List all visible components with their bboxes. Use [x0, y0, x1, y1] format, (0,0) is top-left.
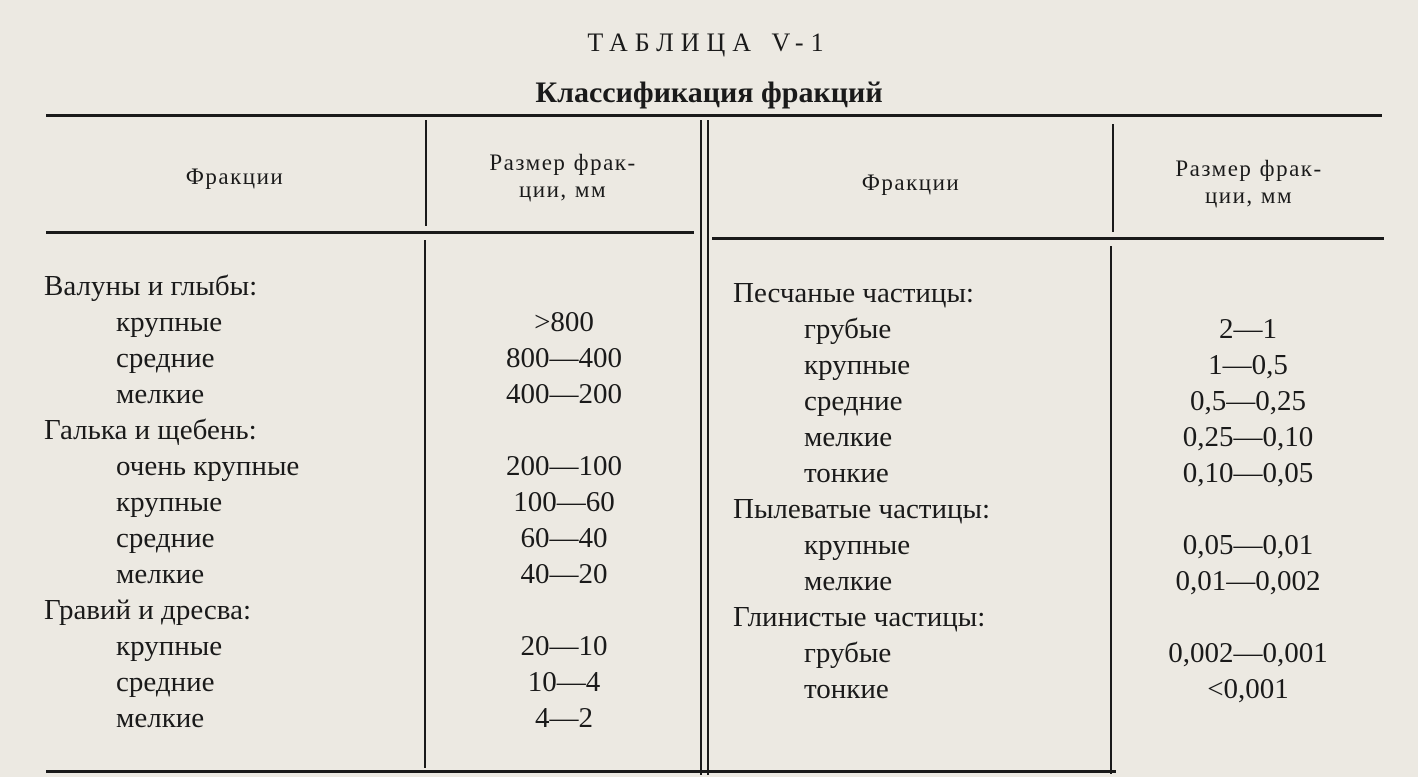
table-title: Классификация фракций	[535, 76, 883, 109]
header-size-left-line2: ции, мм	[518, 177, 608, 202]
right-row-0-name: Песчаные частицы:	[733, 277, 974, 309]
right-row-7-value: 0,05—0,01	[1182, 529, 1314, 561]
left-row-10-value: 20—10	[520, 630, 608, 662]
left-row-7-name: средние	[116, 522, 215, 554]
column-divider-left	[425, 120, 427, 226]
right-row-5-value: 0,10—0,05	[1182, 457, 1314, 489]
left-row-3-value: 400—200	[506, 378, 622, 410]
right-row-1-name: грубые	[804, 313, 892, 345]
left-row-12-name: мелкие	[116, 702, 205, 734]
left-row-9-name: Гравий и дресва:	[44, 594, 252, 626]
right-row-4-value: 0,25—0,10	[1182, 421, 1314, 453]
left-row-2-name: средние	[116, 342, 215, 374]
top-rule	[46, 114, 1382, 117]
right-row-5-name: тонкие	[804, 457, 889, 489]
left-row-1-name: крупные	[116, 306, 223, 338]
left-row-11-name: средние	[116, 666, 215, 698]
left-row-5-name: очень крупные	[116, 450, 300, 482]
left-row-4-name: Галька и щебень:	[44, 414, 257, 446]
right-row-8-name: мелкие	[804, 565, 893, 597]
right-row-10-name: грубые	[804, 637, 892, 669]
column-divider-right-body	[1110, 246, 1112, 774]
left-row-5-value: 200—100	[506, 450, 622, 482]
left-row-0-name: Валуны и глыбы:	[44, 270, 258, 302]
table-caption: ТАБЛИЦА V-1	[587, 28, 831, 57]
left-row-6-value: 100—60	[513, 486, 615, 518]
left-row-6-name: крупные	[116, 486, 223, 518]
right-row-2-name: крупные	[804, 349, 911, 381]
header-size-right-line1: Размер фрак-	[1175, 156, 1323, 181]
right-row-3-name: средние	[804, 385, 903, 417]
right-row-6-name: Пылеватые частицы:	[733, 493, 991, 525]
right-row-2-value: 1—0,5	[1208, 349, 1288, 381]
header-size-right-line2: ции, мм	[1204, 183, 1294, 208]
bottom-rule	[46, 770, 1116, 773]
header-size-left	[428, 149, 698, 203]
column-divider-left-body	[424, 240, 426, 768]
left-row-7-value: 60—40	[520, 522, 608, 554]
header-size-left-line1: Размер фрак-	[489, 150, 637, 175]
left-row-3-name: мелкие	[116, 378, 205, 410]
right-row-8-value: 0,01—0,002	[1175, 565, 1321, 597]
right-row-4-name: мелкие	[804, 421, 893, 453]
right-row-1-value: 2—1	[1219, 313, 1277, 345]
double-divider-a	[700, 120, 702, 775]
right-row-3-value: 0,5—0,25	[1190, 385, 1306, 417]
left-row-8-name: мелкие	[116, 558, 205, 590]
header-size-right	[1114, 155, 1384, 209]
left-row-1-value: >800	[534, 306, 594, 338]
left-row-2-value: 800—400	[506, 342, 622, 374]
left-row-11-value: 10—4	[527, 666, 601, 698]
double-divider-b	[707, 120, 709, 775]
header-fraction-left: Фракции	[185, 164, 285, 189]
right-row-7-name: крупные	[804, 529, 911, 561]
header-fraction-right: Фракции	[861, 170, 961, 195]
right-row-9-name: Глинистые частицы:	[733, 601, 986, 633]
left-row-10-name: крупные	[116, 630, 223, 662]
right-row-11-value: <0,001	[1207, 673, 1289, 705]
right-row-10-value: 0,002—0,001	[1168, 637, 1328, 669]
left-row-12-value: 4—2	[535, 702, 593, 734]
header-rule-right	[712, 237, 1384, 240]
left-row-8-value: 40—20	[520, 558, 608, 590]
header-rule-left	[46, 231, 694, 234]
right-row-11-name: тонкие	[804, 673, 889, 705]
